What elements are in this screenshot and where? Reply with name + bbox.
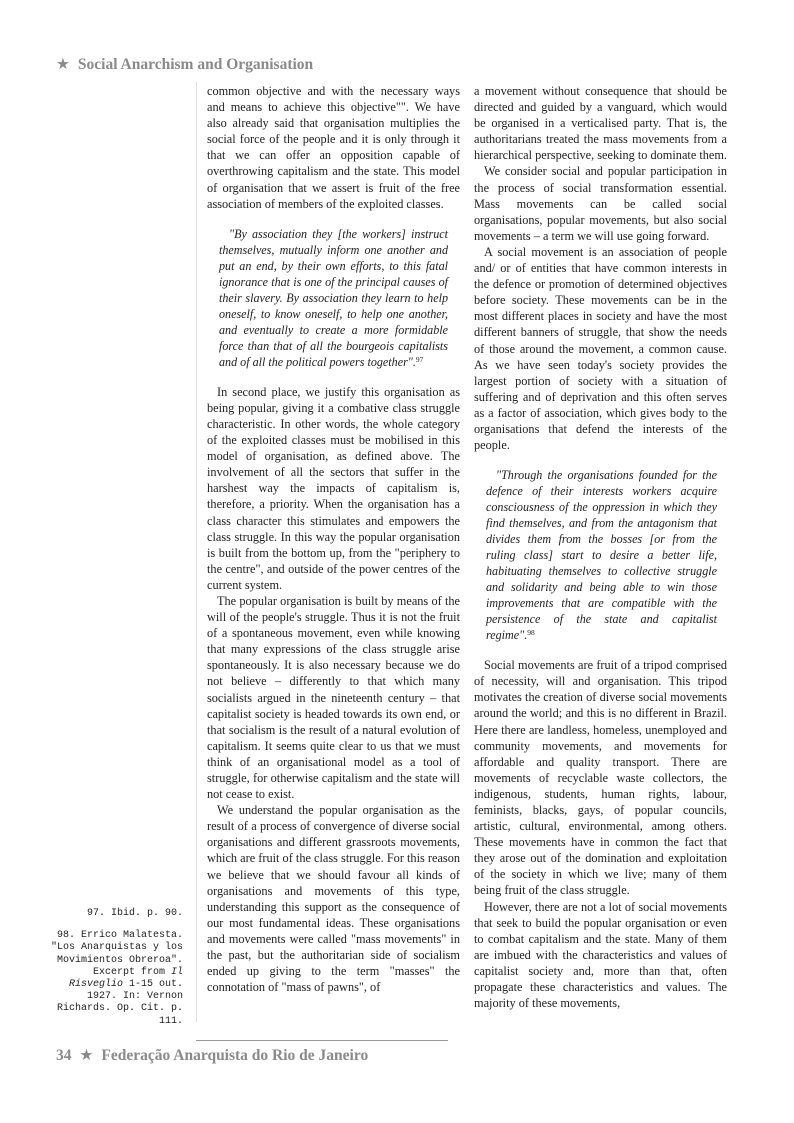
footnote-98: 98. Errico Malatesta. "Los Anarquistas y los Movimientos Obreroa". Excerpt from Il Risveglio 1-15 out. 1927. In: Vernon Richards. Op. Cit. p. 111. [50, 930, 183, 1027]
star-icon: ★ [56, 56, 70, 73]
footnote-ref-97: 97 [415, 354, 424, 364]
paragraph: We consider social and popular participation in the process of social transformation essential. Mass movements can be called social organisations, popular movements, but also social movements – a term we will use going forward. [474, 164, 727, 243]
footer-rule [196, 1040, 448, 1041]
paragraph: Social movements are fruit of a tripod comprised of necessity, will and organisation. This tripod motivates the creation of diverse social movements around the world; and this is no different in Brazil. Here there are landless, homeless, unemployed and community movements, and movements for affordable and quality transport. There are movements of recyclable waste collectors, the indigenous, students, human rights, labour, feminists, blacks, gays, of popular councils, artistic, cultural, environmental, among others. These movements have in common the fact that they arose out of the domination and exploitation of the society in which we live; many of them being fruit of the class struggle. [474, 658, 727, 898]
running-header [56, 55, 313, 74]
paragraph: However, there are not a lot of social movements that seek to build the popular organisation or even to combat capitalism and the state. Many of them are imbued with the characteristics and values of capitalist society and, more than that, often propagate these characteristics and values. The majority of these movements, [474, 899, 727, 1011]
publisher-name: Federação Anarquista do Rio de Janeiro [101, 1047, 369, 1064]
star-icon: ★ [79, 1047, 94, 1064]
text-column-left [207, 83, 460, 995]
paragraph: a movement without consequence that should be directed and guided by a vanguard, which would be organised in a verticalised party. That is, the authoritarians treated the mass movements from a hierarchical perspective, seeking to dominate them. [474, 84, 728, 163]
footnote-98-source-title: Il Risveglio [68, 966, 183, 991]
paragraph: The popular organisation is built by means of the will of the people's struggle. Thus it is not the fruit of a spontaneous movement, even while knowing that many expressions of the class struggle arise spontaneously. It is also necessary because we do not believe – differently to that which many socialists argued in the nineteenth century – that capitalist society is headed towards its own end, or that socialism is the result of a natural evolution of capitalism. It seems quite clear to us that we must think of an organisational model as a tool of struggle, for otherwise capitalism and the state will not cease to exist. [207, 593, 460, 802]
block-quote: "Through the organisations founded for the defence of their interests workers acquire consciousness of the oppression in which they find themselves, and from the antagonism that divides them from the bosses [or from the ruling class] start to desire a better life, habituating themselves to collective struggle and solidarity and being able to win those improvements that are compatible with the persistence of the state and capitalist regime".$^{98}$ [486, 468, 717, 643]
paragraph: A social movement is an association of people and/ or of entities that have common interests in the defence or promotion of determined objectives before society. These movements can be in the most different places in society and have the most different banners of struggle, that show the needs of those around the movement, a common cause. As we have seen today's society provides the largest portion of society with a situation of suffering and of deprivation and this often serves as a factor of association, which gives body to the organisations that defend the interests of the people. [474, 244, 727, 453]
footnote-ref-98: 98 [527, 628, 535, 638]
footnote-97: 97. Ibid. p. 90. [86, 908, 183, 919]
paragraph: common objective and with the necessary ways and means to achieve this objective"". We have also already said that organisation multiplies the social force of the people and it is only through it that we can offer an opposition capable of overthrowing capitalism and the state. This model of organisation that we assert is fruit of the free association of members of the exploited classes. [207, 84, 460, 211]
page-footer [56, 1046, 368, 1065]
margin-divider [196, 82, 197, 1022]
book-title: Social Anarchism and Organisation [77, 56, 314, 73]
page-number: 34 [56, 1047, 72, 1064]
paragraph: In second place, we justify this organisation as being popular, giving it a combative class struggle characteristic. In other words, the whole category of the exploited classes must be mobilised in this model of organisation, as defined above. The involvement of all the sectors that suffer in the harshest way the impacts of capitalism is, therefore, a priority. When the organisation has a class character this stimulates and empowers the class struggle. In this way the popular organisation is built from the bottom up, from the "periphery to the centre", and outside of the power centres of the current system. [207, 384, 460, 592]
paragraph: We understand the popular organisation as the result of a process of convergence of diverse social organisations and different grassroots movements, which are fruit of the class struggle. For this reason we believe that we should favour all kinds of organisations and movements of this type, understanding this support as the consequence of our most fundamental ideas. These organisations and movements were called "mass movements" in the past, but the authoritarian side of socialism ended up giving to the term "masses" the connotation of "mass of pawns", of [207, 803, 460, 995]
text-column-right [474, 83, 727, 1011]
footnotes [40, 908, 183, 1038]
block-quote: "By association they [the workers] instruct themselves, mutually inform one another and put an end, by their own efforts, to this fatal ignorance that is one of the principal causes of their slavery. By association they learn to help oneself, to know oneself, to help one another, and eventually to create a more formidable force than that of all the bourgeois capitalists and of all the political powers together".$^{97}$ [219, 226, 448, 369]
